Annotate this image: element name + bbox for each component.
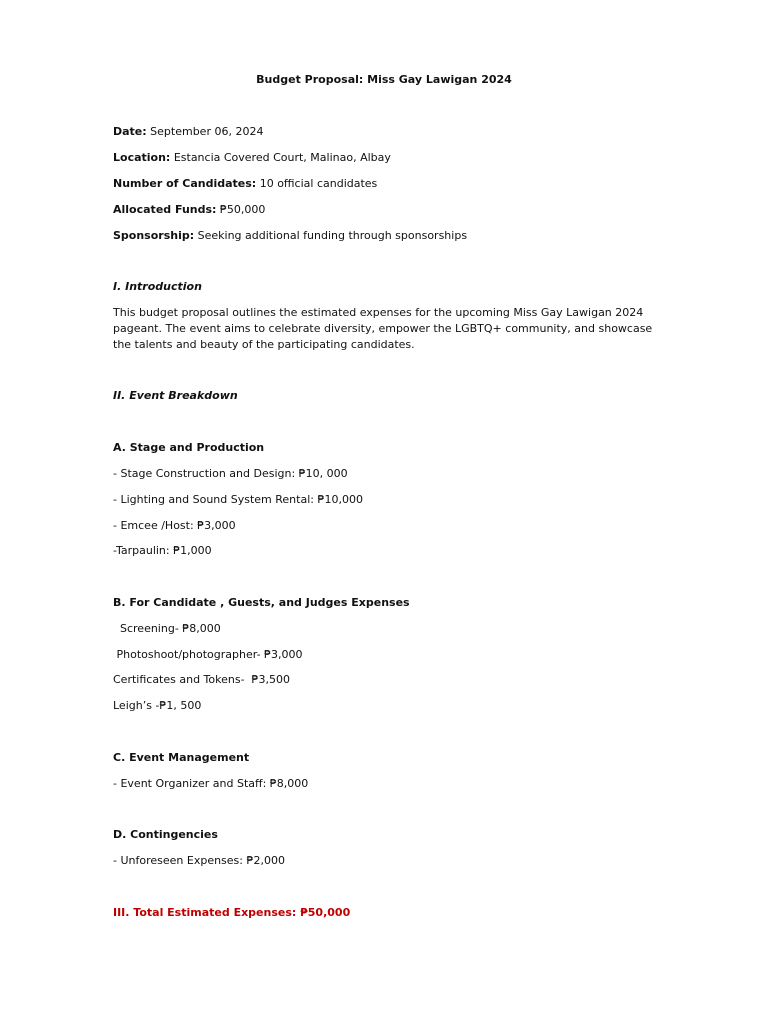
- detail-label: Date:: [113, 125, 147, 138]
- list-item: Screening- ₱8,000: [113, 622, 221, 635]
- intro-heading: I. Introduction: [113, 280, 202, 293]
- detail-candidates: [113, 177, 377, 191]
- detail-sponsorship: [113, 229, 467, 243]
- section-c-heading: C. Event Management: [113, 751, 250, 764]
- list-item: - Stage Construction and Design: ₱10, 000: [113, 467, 348, 480]
- detail-value: September 06, 2024: [146, 125, 264, 138]
- list-item: -Tarpaulin: ₱1,000: [113, 544, 212, 557]
- detail-date: [113, 125, 263, 139]
- list-item: - Lighting and Sound System Rental: ₱10,000: [113, 493, 363, 506]
- list-item: Leigh’s -₱1, 500: [113, 699, 202, 712]
- detail-label: Allocated Funds:: [113, 203, 217, 216]
- detail-label: Number of Candidates:: [113, 177, 257, 190]
- detail-location: [113, 151, 391, 165]
- list-item: - Emcee /Host: ₱3,000: [113, 519, 236, 532]
- list-item: - Unforeseen Expenses: ₱2,000: [113, 854, 285, 867]
- section-a-heading: A. Stage and Production: [113, 441, 265, 454]
- detail-value: Estancia Covered Court, Malinao, Albay: [170, 151, 391, 164]
- detail-label: Location:: [113, 151, 171, 164]
- document-title: Budget Proposal: Miss Gay Lawigan 2024: [256, 73, 512, 86]
- detail-value: ₱50,000: [216, 203, 266, 216]
- detail-label: Sponsorship:: [113, 229, 195, 242]
- detail-value: 10 official candidates: [256, 177, 378, 190]
- breakdown-heading: II. Event Breakdown: [113, 389, 238, 402]
- list-item: - Event Organizer and Staff: ₱8,000: [113, 777, 309, 790]
- section-d-heading: D. Contingencies: [113, 828, 218, 841]
- list-item: Certificates and Tokens- ₱3,500: [113, 673, 291, 686]
- detail-funds: [113, 203, 265, 217]
- detail-value: Seeking additional funding through sponsorships: [194, 229, 468, 242]
- total-expenses: III. Total Estimated Expenses: ₱50,000: [113, 906, 351, 919]
- list-item: Photoshoot/photographer- ₱3,000: [113, 648, 303, 661]
- section-b-heading: B. For Candidate , Guests, and Judges Expenses: [113, 596, 410, 609]
- intro-paragraph: This budget proposal outlines the estimated expenses for the upcoming Miss Gay Lawigan 2024 pageant. The event aims to celebrate diversity, empower the LGBTQ+ community, and showcase the talents and beauty of the participating candidates.: [113, 306, 653, 351]
